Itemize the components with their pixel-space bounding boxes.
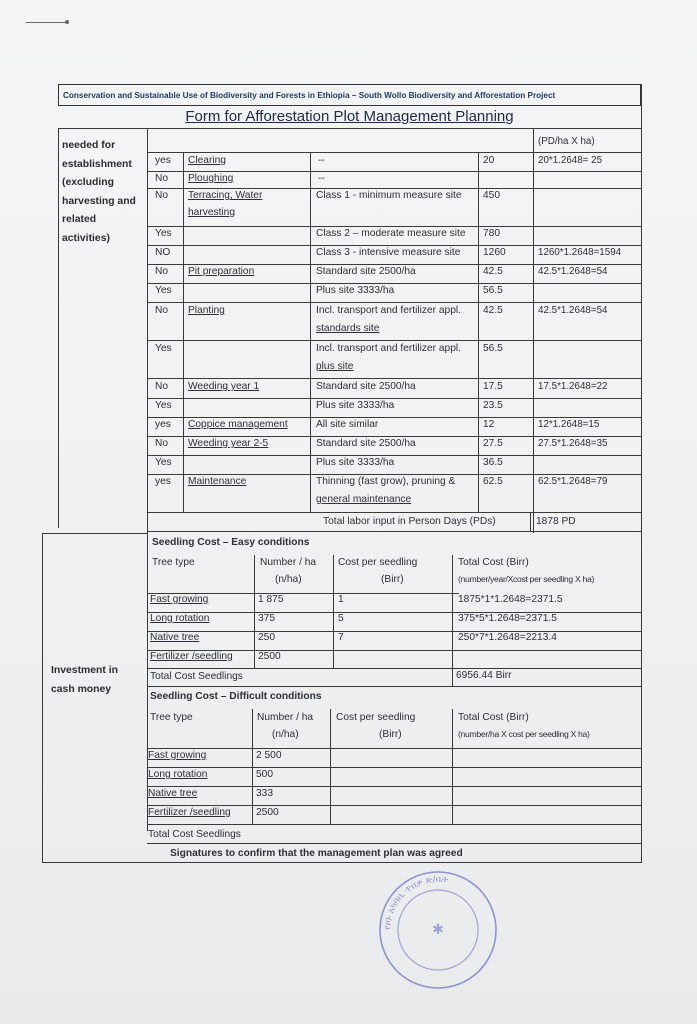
labor-row-value: 12 <box>483 419 495 430</box>
labor-row-calculation: 27.5*1.2648=35 <box>538 438 608 449</box>
grid-line-h <box>147 786 641 787</box>
grid-line-h <box>147 512 641 513</box>
seedling-row-type: Fast growing <box>150 594 209 605</box>
seedling-row-type: Native tree <box>150 632 200 643</box>
labor-row-calculation: (PD/ha X ha) <box>538 136 595 147</box>
labor-row-flag: No <box>155 305 169 316</box>
labor-row-activity: Coppice management <box>188 419 288 430</box>
seedling-row-total: 375*5*1.2648=2371.5 <box>458 613 557 624</box>
stamp-ring-text: የዞኑ አካባቢ ጥበቃ ጽ/ቤት <box>382 874 449 931</box>
grid-line-h <box>147 824 641 825</box>
seedling-row-number: 375 <box>258 613 275 624</box>
grid-line-v <box>478 152 479 512</box>
labor-row-activity: Pit preparation <box>188 266 255 277</box>
grid-line-v <box>183 152 184 512</box>
grid-line-v <box>58 128 59 528</box>
easy-head-total: Total Cost (Birr) <box>458 557 529 568</box>
grid-line-v <box>252 709 253 824</box>
total-labor-value: 1878 PD <box>536 516 576 527</box>
seedling-row-type: Fertilizer /seedling <box>148 807 231 818</box>
grid-line-h <box>147 398 641 399</box>
grid-line-h <box>42 862 642 863</box>
grid-line-h <box>147 748 641 749</box>
grid-line-v <box>452 555 453 686</box>
labor-row-class: Plus site 3333/ha <box>316 285 395 296</box>
labor-row-class: Thinning (fast grow), pruning & <box>316 476 456 487</box>
grid-line-h <box>147 668 641 669</box>
labor-row-class: Plus site 3333/ha <box>316 400 395 411</box>
seedling-row-type: Native tree <box>148 788 198 799</box>
project-header: Conservation and Sustainable Use of Biodiversity and Forests in Ethiopia – South Wollo Biodiversity and Afforestation Project <box>58 84 641 106</box>
labor-row-activity: Clearing <box>188 155 226 166</box>
labor-row-value: 56.5 <box>483 285 503 296</box>
labor-row-class: Standard site 2500/ha <box>316 381 416 392</box>
difficult-head-type: Tree type <box>150 712 193 723</box>
seedling-row-number: 2500 <box>256 807 279 818</box>
grid-line-h <box>147 302 641 303</box>
grid-line-h <box>147 805 641 806</box>
grid-line-v <box>42 533 43 863</box>
labor-row-flag: No <box>155 173 169 184</box>
easy-head-cost-unit: (Birr) <box>381 574 404 585</box>
labor-row-activity-cont: harvesting <box>188 207 236 218</box>
labor-row-flag: No <box>155 266 169 277</box>
grid-line-h <box>147 631 641 632</box>
labor-row-flag: Yes <box>155 228 172 239</box>
labor-row-class-cont: standards site <box>316 323 380 334</box>
labor-row-class: -- <box>318 173 325 184</box>
seedling-row-total: 1875*1*1.2648=2371.5 <box>458 594 563 605</box>
seedling-row-cost: 1 <box>338 594 344 605</box>
labor-row-class-cont: plus site <box>316 361 354 372</box>
labor-row-flag: yes <box>155 476 171 487</box>
labor-row-class: -- <box>318 155 325 166</box>
labor-row-value: 42.5 <box>483 305 503 316</box>
easy-head-type: Tree type <box>152 557 195 568</box>
labor-row-value: 1260 <box>483 247 506 258</box>
grid-line-v <box>641 84 642 862</box>
labor-row-calculation: 20*1.2648= 25 <box>538 155 603 166</box>
form-title: Form for Afforestation Plot Management Planning <box>185 108 514 125</box>
grid-line-h <box>147 612 641 613</box>
seedling-row-type: Fertilizer /seedling <box>150 651 233 662</box>
seedling-row-number: 2500 <box>258 651 281 662</box>
labor-row-flag: NO <box>155 247 171 258</box>
seedling-row-type: Fast growing <box>148 750 207 761</box>
easy-total-label: Total Cost Seedlings <box>150 671 243 682</box>
seedling-row-cost: 5 <box>338 613 344 624</box>
labor-row-value: 20 <box>483 155 495 166</box>
labor-row-calculation: 17.5*1.2648=22 <box>538 381 608 392</box>
scan-mark <box>26 22 66 23</box>
labor-row-flag: No <box>155 381 169 392</box>
grid-line-h <box>147 417 641 418</box>
seedling-row-type: Long rotation <box>150 613 210 624</box>
grid-line-h <box>147 188 641 189</box>
easy-section-title: Seedling Cost – Easy conditions <box>152 537 310 548</box>
seedling-row-type: Long rotation <box>148 769 208 780</box>
labor-row-activity: Maintenance <box>188 476 247 487</box>
labor-row-activity: Weeding year 1 <box>188 381 260 392</box>
labor-row-flag: Yes <box>155 285 172 296</box>
labor-row-class: Class 2 – moderate measure site <box>316 228 466 239</box>
difficult-head-cost: Cost per seedling <box>336 712 416 723</box>
grid-line-h <box>147 283 641 284</box>
labor-row-class: Plus site 3333/ha <box>316 457 395 468</box>
investment-left-label: Investment in cash money <box>51 665 118 695</box>
grid-line-h <box>58 128 641 129</box>
seedling-row-number: 333 <box>256 788 273 799</box>
grid-line-h <box>147 686 641 687</box>
grid-line-h <box>147 593 459 594</box>
labor-row-value: 62.5 <box>483 476 503 487</box>
labor-row-class-cont: general maintenance <box>316 494 412 505</box>
difficult-section-title: Seedling Cost – Difficult conditions <box>150 691 322 702</box>
seedling-row-number: 1 875 <box>258 594 284 605</box>
labor-row-calculation: 12*1.2648=15 <box>538 419 600 430</box>
grid-line-h <box>147 264 641 265</box>
difficult-head-total-formula: (number/ha X cost per seedling X ha) <box>458 729 590 739</box>
labor-row-calculation: 42.5*1.2648=54 <box>538 305 608 316</box>
difficult-head-total: Total Cost (Birr) <box>458 712 529 723</box>
easy-total-value: 6956.44 Birr <box>456 670 512 681</box>
grid-line-h <box>147 650 641 651</box>
labor-row-activity: Weeding year 2-5 <box>188 438 269 449</box>
labor-row-class: Class 1 - minimum measure site <box>316 190 462 201</box>
grid-line-h <box>147 226 641 227</box>
labor-row-class: All site similar <box>316 419 379 430</box>
labor-row-flag: yes <box>155 155 171 166</box>
labor-row-value: 23.5 <box>483 400 503 411</box>
svg-text:✱: ✱ <box>432 922 444 938</box>
grid-line-h <box>147 767 641 768</box>
grid-line-v <box>310 152 311 512</box>
seedling-row-number: 500 <box>256 769 273 780</box>
labor-row-value: 780 <box>483 228 500 239</box>
easy-head-total-formula: (number/year/Xcost per seedling X ha) <box>458 574 595 584</box>
labor-row-value: 56.5 <box>483 343 503 354</box>
grid-line-h <box>147 843 641 844</box>
labor-row-flag: Yes <box>155 457 172 468</box>
labor-row-calculation: 1260*1.2648=1594 <box>538 247 622 258</box>
seedling-row-cost: 7 <box>338 632 344 643</box>
grid-line-h <box>147 455 641 456</box>
grid-line-h <box>147 436 641 437</box>
labor-row-flag: No <box>155 438 169 449</box>
grid-line-h <box>147 531 641 532</box>
labor-row-class: Class 3 - intensive measure site <box>316 247 461 258</box>
labor-row-class: Incl. transport and fertilizer appl. <box>316 305 461 316</box>
labor-left-label: needed for establishment (excluding harvesting and related activities) <box>62 140 136 244</box>
grid-line-h <box>42 533 148 534</box>
labor-row-activity: Ploughing <box>188 173 234 184</box>
labor-row-value: 42.5 <box>483 266 503 277</box>
easy-head-cost: Cost per seedling <box>338 557 418 568</box>
labor-row-value: 450 <box>483 190 500 201</box>
seedling-row-total: 250*7*1.2648=2213.4 <box>458 632 557 643</box>
grid-line-v <box>254 555 255 668</box>
easy-head-number-unit: (n/ha) <box>275 574 302 585</box>
labor-row-flag: No <box>155 190 169 201</box>
labor-row-activity: Planting <box>188 305 225 316</box>
labor-row-class: Standard site 2500/ha <box>316 438 416 449</box>
labor-row-calculation: 42.5*1.2648=54 <box>538 266 608 277</box>
grid-line-h <box>147 340 641 341</box>
labor-row-calculation: 62.5*1.2648=79 <box>538 476 608 487</box>
labor-row-value: 17.5 <box>483 381 503 392</box>
grid-line-h <box>147 152 641 153</box>
official-stamp-seal <box>376 868 500 992</box>
labor-row-value: 27.5 <box>483 438 503 449</box>
difficult-head-number: Number / ha <box>257 712 314 723</box>
labor-row-class: Standard site 2500/ha <box>316 266 416 277</box>
grid-line-v <box>333 555 334 668</box>
grid-line-h <box>147 378 641 379</box>
labor-row-flag: Yes <box>155 343 172 354</box>
easy-head-number: Number / ha <box>260 557 317 568</box>
difficult-head-cost-unit: (Birr) <box>379 729 402 740</box>
total-labor-label: Total labor input in Person Days (PDs) <box>323 516 496 527</box>
grid-line-v <box>533 128 534 533</box>
grid-line-h <box>147 474 641 475</box>
difficult-head-number-unit: (n/ha) <box>272 729 299 740</box>
seedling-row-number: 250 <box>258 632 275 643</box>
signatures-line: Signatures to confirm that the management plan was agreed <box>170 848 463 859</box>
seedling-row-number: 2 500 <box>256 750 282 761</box>
labor-row-flag: Yes <box>155 400 172 411</box>
grid-line-h <box>147 245 641 246</box>
grid-line-v <box>330 709 331 824</box>
grid-line-v <box>147 128 148 533</box>
grid-line-v <box>452 709 453 824</box>
labor-row-class: Incl. transport and fertilizer appl. <box>316 343 461 354</box>
difficult-total-label: Total Cost Seedlings <box>148 829 241 840</box>
labor-row-flag: yes <box>155 419 171 430</box>
grid-line-h <box>147 171 641 172</box>
grid-line-v <box>530 512 531 531</box>
labor-row-value: 36.5 <box>483 457 503 468</box>
labor-row-activity: Terracing, Water <box>188 190 263 201</box>
